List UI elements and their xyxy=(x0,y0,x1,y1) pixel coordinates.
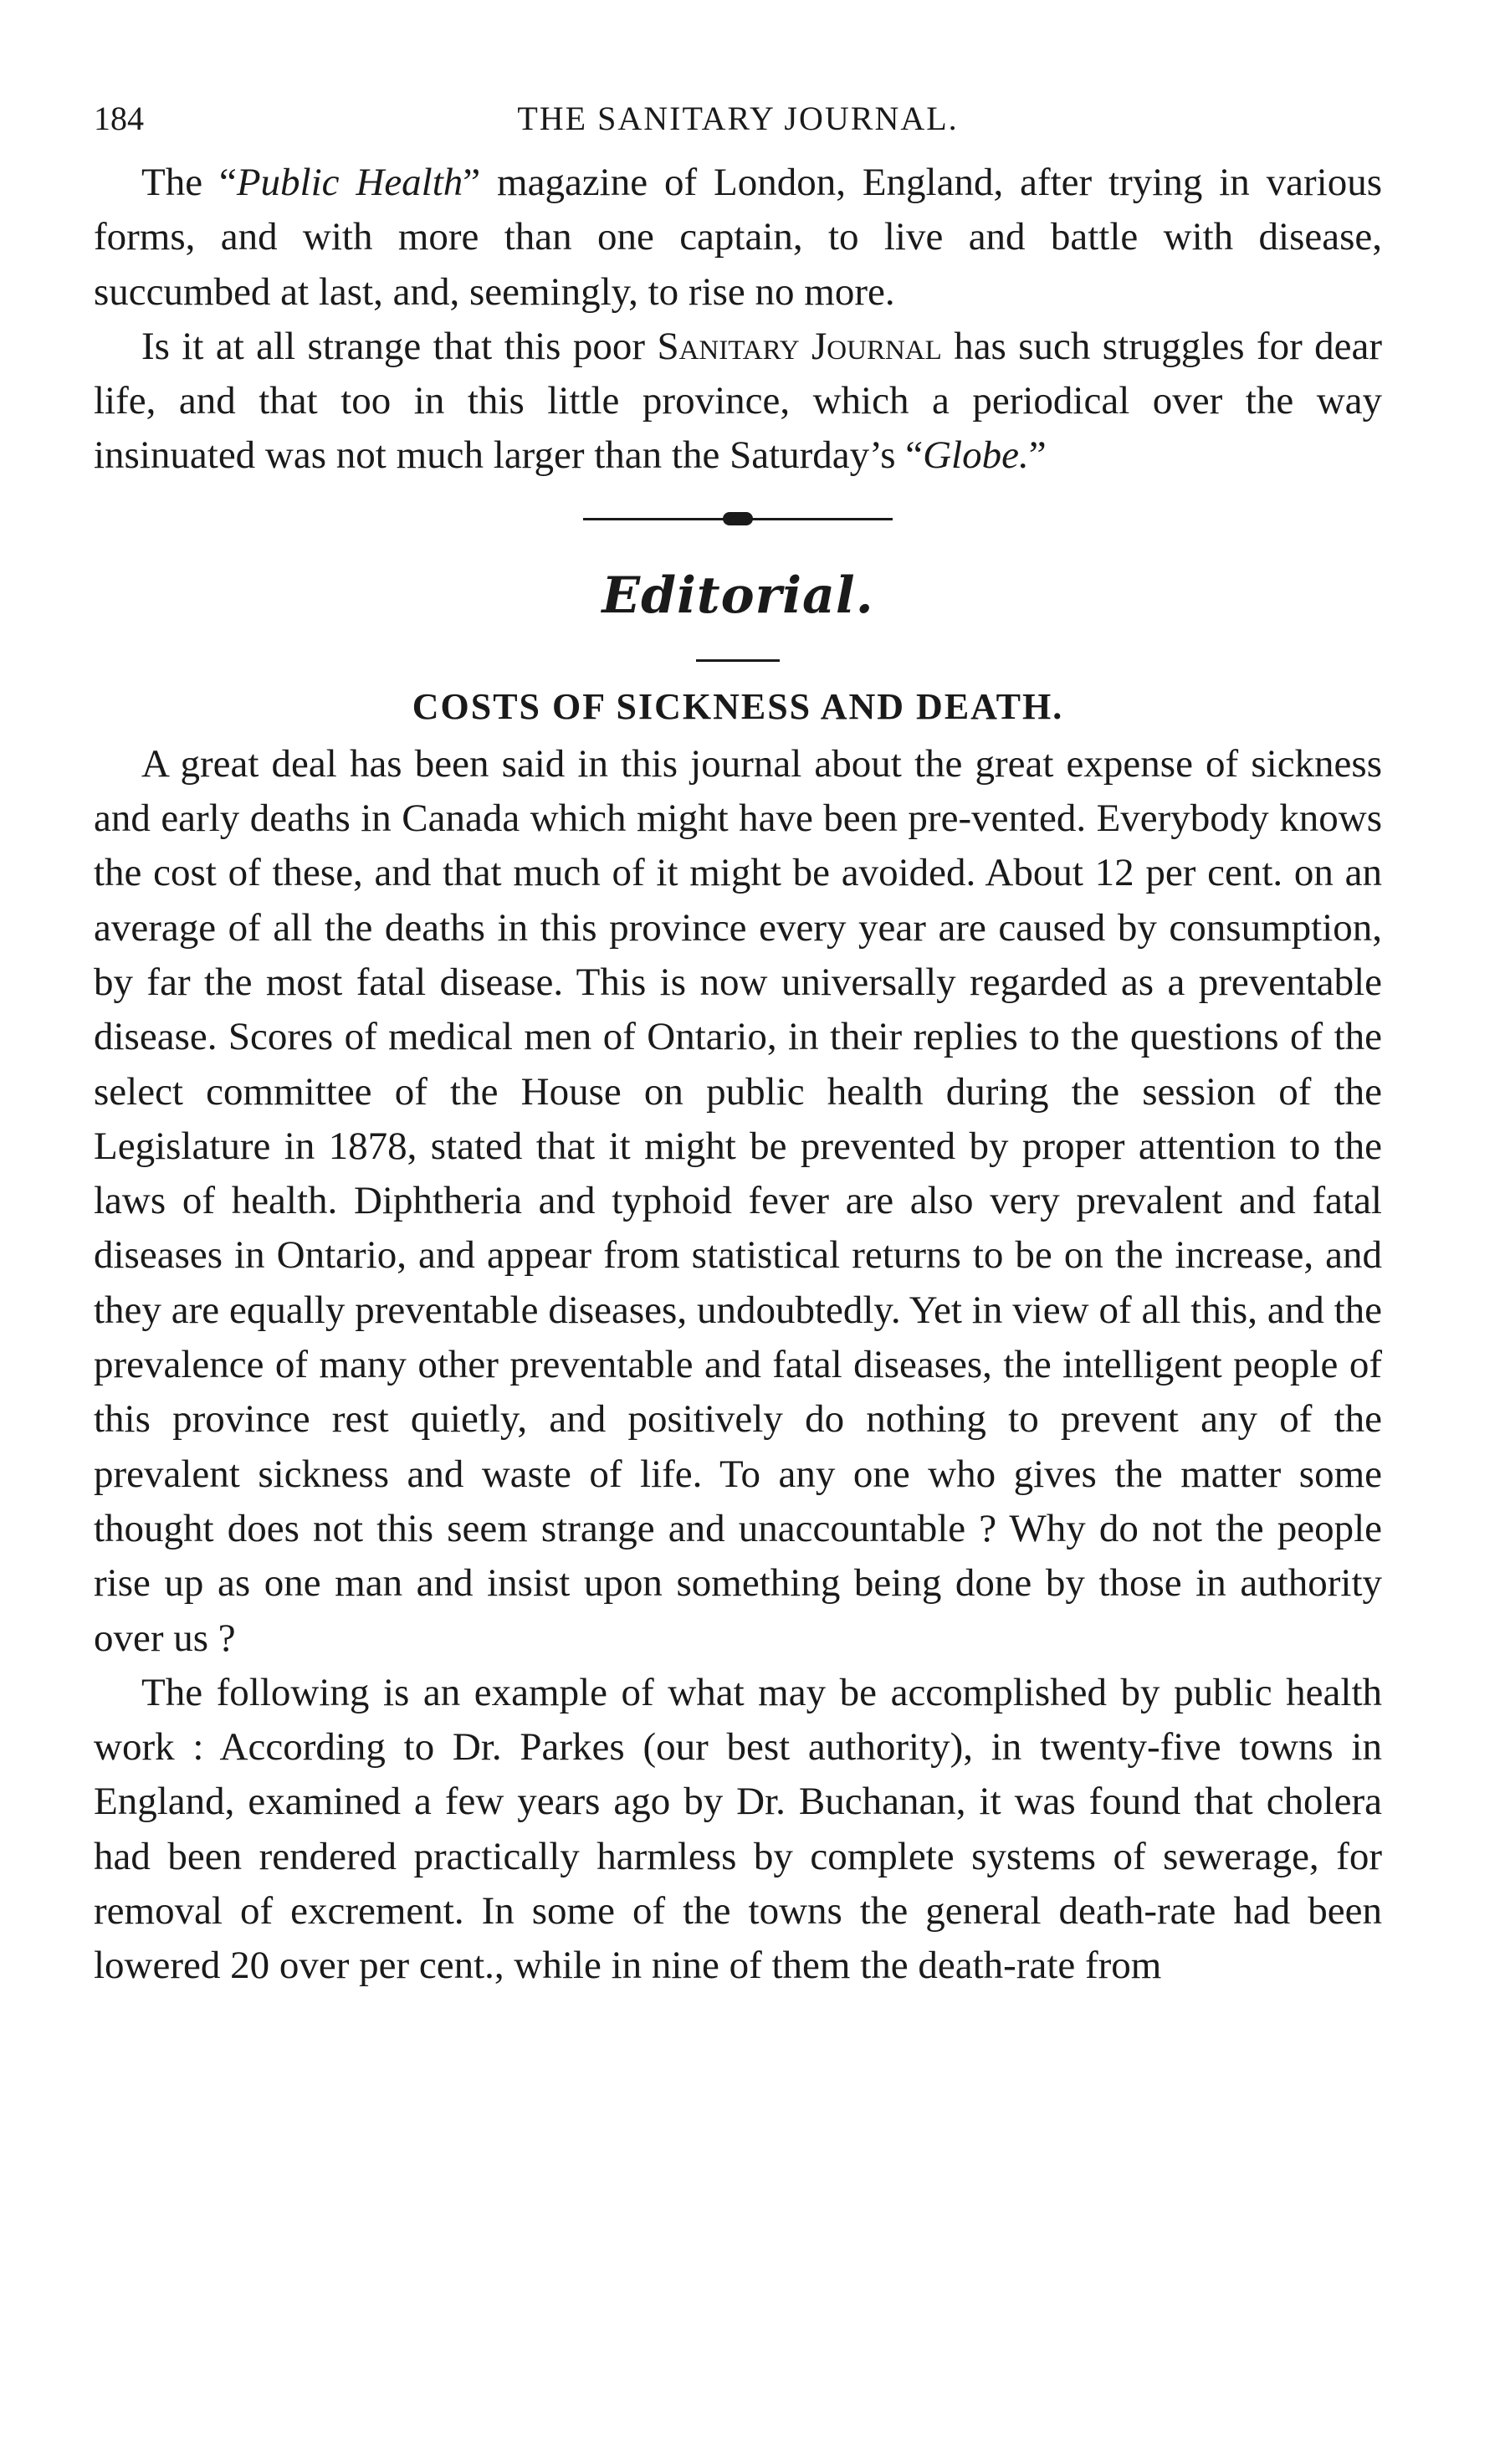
rule-ornament xyxy=(723,512,753,525)
intro-p2-before: Is it at all strange that this poor xyxy=(141,324,658,368)
intro-p2-middle: has such struggles for dear life, and that too in this little province, which a periodical over the way insinuated was not much larger than the Saturday’s “ xyxy=(94,324,1382,478)
article-body xyxy=(94,737,1382,1994)
short-rule xyxy=(696,659,780,662)
intro-p2-after: ” xyxy=(1028,433,1047,478)
ornamental-rule xyxy=(583,509,893,529)
running-title: THE SANITARY JOURNAL. xyxy=(517,100,959,137)
article-title: COSTS OF SICKNESS AND DEATH. xyxy=(412,685,1064,727)
intro-section xyxy=(94,156,1382,484)
page-number: 184 xyxy=(94,100,144,137)
article-paragraph-2: The following is an example of what may be accomplished by public health work : According to Dr. Parkes (our best authority), in twenty-five towns in England, examined a few years ago by Dr. Buchanan, it was found that cholera had been rendered practically harmless by complete systems of sewerage, for removal of excrement. In some of the towns the general death-rate had been lowered 20 over per cent., while in nine of them the death-rate from xyxy=(94,1670,1382,1988)
journal-page xyxy=(94,94,1382,1994)
public-health-title: Public Health xyxy=(236,161,463,204)
running-head xyxy=(94,94,1382,144)
intro-p1-after: ” magazine of London, England, after trying in various forms, and with more than one captain, to live and battle with disease, succumbed at last, and, seemingly, to rise no more. xyxy=(94,161,1382,314)
intro-paragraph-1 xyxy=(94,156,1382,320)
article-paragraph-1: A great deal has been said in this journal about the great expense of sickness and early deaths in Canada which might have been pre-vented. Everybody knows the cost of these, and that much of it might be avoided. About 12 per cent. on an average of all the deaths in this province every year are caused by consumption, by far the most fatal disease. This is now universally regarded as a preventable disease. Scores of medical men of Ontario, in their replies to the questions of the select committee of the House on public health during the session of the Legislature in 1878, stated that it might be prevented by proper attention to the laws of health. Diphtheria and typhoid fever are also very prevalent and fatal diseases in Ontario, and appear from statistical returns to be on the increase, and they are equally preventable diseases, undoubtedly. Yet in view of all this, and the prevalence of many other preventable and fatal diseases, the intelligent people of this province rest quietly, and positively do nothing to prevent any of the prevalent sickness and waste of life. To any one who gives the matter some thought does not this seem strange and unaccountable ? Why do not the people rise up as one man and insist upon something being done by those in authority over us ? xyxy=(94,741,1382,1660)
globe-title: Globe. xyxy=(923,433,1029,478)
journal-name: Sanitary Journal xyxy=(657,324,942,368)
intro-p1-before: The “ xyxy=(141,161,237,204)
section-heading: Editorial. xyxy=(602,566,874,625)
intro-paragraph-2 xyxy=(94,320,1382,484)
